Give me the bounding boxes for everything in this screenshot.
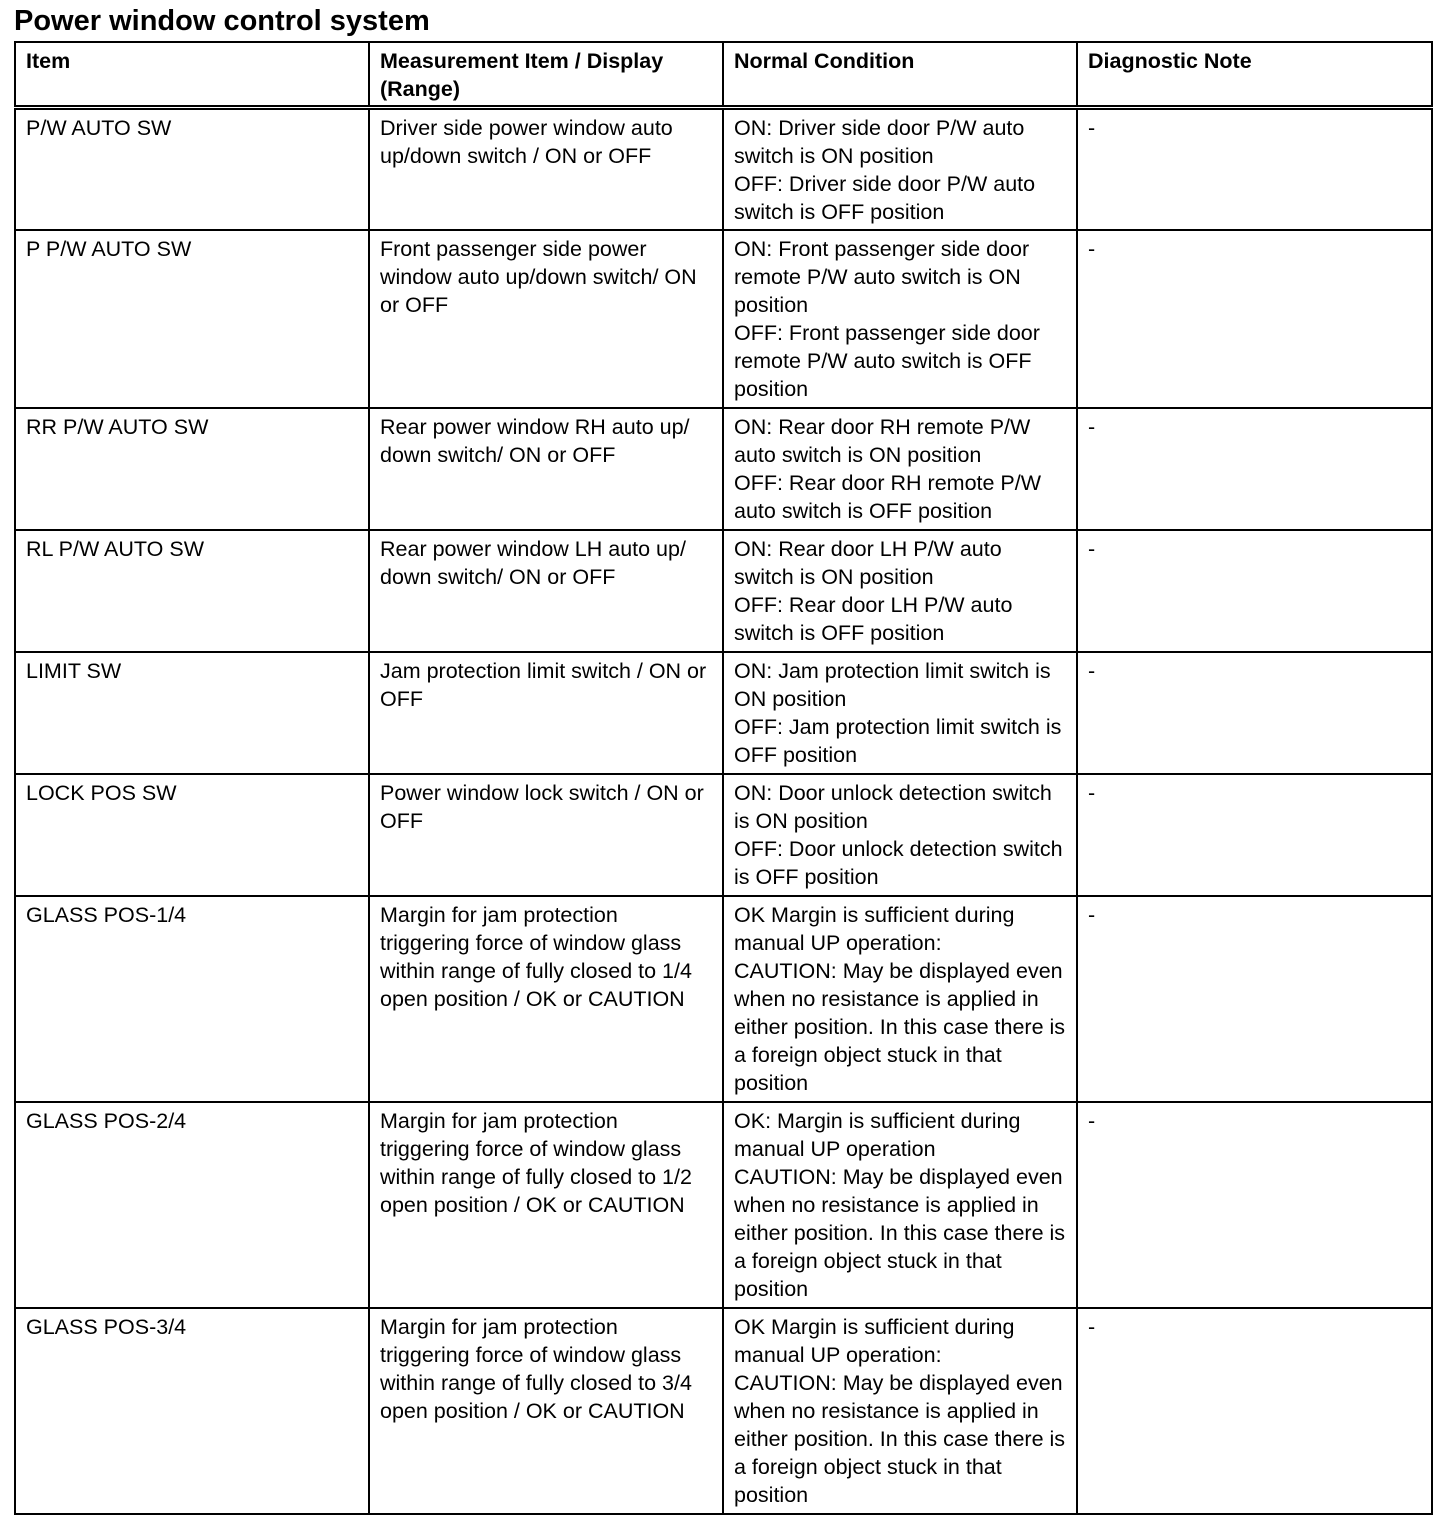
cell-diagnostic-note: - [1077, 774, 1432, 896]
header-diagnostic-note: Diagnostic Note [1077, 42, 1432, 108]
table-row [15, 774, 1432, 896]
cell-item: P P/W AUTO SW [15, 230, 369, 408]
page-title: Power window control system [14, 5, 430, 37]
table-row [15, 1308, 1432, 1514]
header-normal-condition: Normal Condition [723, 42, 1077, 108]
cell-diagnostic-note: - [1077, 652, 1432, 774]
cell-item: P/W AUTO SW [15, 108, 369, 230]
cell-item: GLASS POS-2/4 [15, 1102, 369, 1308]
cell-normal-condition: ON: Rear door LH P/W auto switch is ON position OFF: Rear door LH P/W auto switch is OFF position [723, 530, 1077, 652]
cell-item: LIMIT SW [15, 652, 369, 774]
table-row [15, 530, 1432, 652]
cell-item: RR P/W AUTO SW [15, 408, 369, 530]
cell-normal-condition: ON: Jam protection limit switch is ON position OFF: Jam protection limit switch is OFF position [723, 652, 1077, 774]
cell-measurement: Jam protection limit switch / ON or OFF [369, 652, 723, 774]
header-item: Item [15, 42, 369, 108]
cell-normal-condition: ON: Driver side door P/W auto switch is ON position OFF: Driver side door P/W auto switch is OFF position [723, 108, 1077, 230]
header-measurement: Measurement Item / Display (Range) [369, 42, 723, 108]
cell-diagnostic-note: - [1077, 108, 1432, 230]
cell-measurement: Front passenger side power window auto up/down switch/ ON or OFF [369, 230, 723, 408]
cell-measurement: Margin for jam protection triggering force of window glass within range of fully closed to 3/4 open position / OK or CAUTION [369, 1308, 723, 1514]
cell-diagnostic-note: - [1077, 1308, 1432, 1514]
cell-measurement: Rear power window RH auto up/ down switch/ ON or OFF [369, 408, 723, 530]
table-row [15, 896, 1432, 1102]
cell-diagnostic-note: - [1077, 408, 1432, 530]
table-row [15, 1102, 1432, 1308]
table-row [15, 230, 1432, 408]
cell-measurement: Driver side power window auto up/down switch / ON or OFF [369, 108, 723, 230]
cell-normal-condition: OK Margin is sufficient during manual UP operation: CAUTION: May be displayed even when no resistance is applied in either position. In this case there is a foreign object stuck in that position [723, 1308, 1077, 1514]
table-row [15, 652, 1432, 774]
cell-item: LOCK POS SW [15, 774, 369, 896]
cell-normal-condition: OK: Margin is sufficient during manual UP operation CAUTION: May be displayed even when no resistance is applied in either position. In this case there is a foreign object stuck in that position [723, 1102, 1077, 1308]
cell-measurement: Margin for jam protection triggering force of window glass within range of fully closed to 1/4 open position / OK or CAUTION [369, 896, 723, 1102]
cell-normal-condition: ON: Rear door RH remote P/W auto switch is ON position OFF: Rear door RH remote P/W auto switch is OFF position [723, 408, 1077, 530]
cell-item: GLASS POS-3/4 [15, 1308, 369, 1514]
cell-diagnostic-note: - [1077, 530, 1432, 652]
cell-normal-condition: OK Margin is sufficient during manual UP operation: CAUTION: May be displayed even when no resistance is applied in either position. In this case there is a foreign object stuck in that position [723, 896, 1077, 1102]
cell-diagnostic-note: - [1077, 896, 1432, 1102]
cell-measurement: Rear power window LH auto up/ down switch/ ON or OFF [369, 530, 723, 652]
cell-item: RL P/W AUTO SW [15, 530, 369, 652]
header-row [15, 42, 1432, 108]
cell-diagnostic-note: - [1077, 1102, 1432, 1308]
cell-normal-condition: ON: Door unlock detection switch is ON position OFF: Door unlock detection switch is OFF position [723, 774, 1077, 896]
cell-measurement: Power window lock switch / ON or OFF [369, 774, 723, 896]
table-row [15, 108, 1432, 230]
cell-item: GLASS POS-1/4 [15, 896, 369, 1102]
table-row [15, 408, 1432, 530]
cell-diagnostic-note: - [1077, 230, 1432, 408]
data-table [14, 41, 1433, 1515]
cell-measurement: Margin for jam protection triggering force of window glass within range of fully closed to 1/2 open position / OK or CAUTION [369, 1102, 723, 1308]
cell-normal-condition: ON: Front passenger side door remote P/W auto switch is ON position OFF: Front passenger side door remote P/W auto switch is OFF position [723, 230, 1077, 408]
